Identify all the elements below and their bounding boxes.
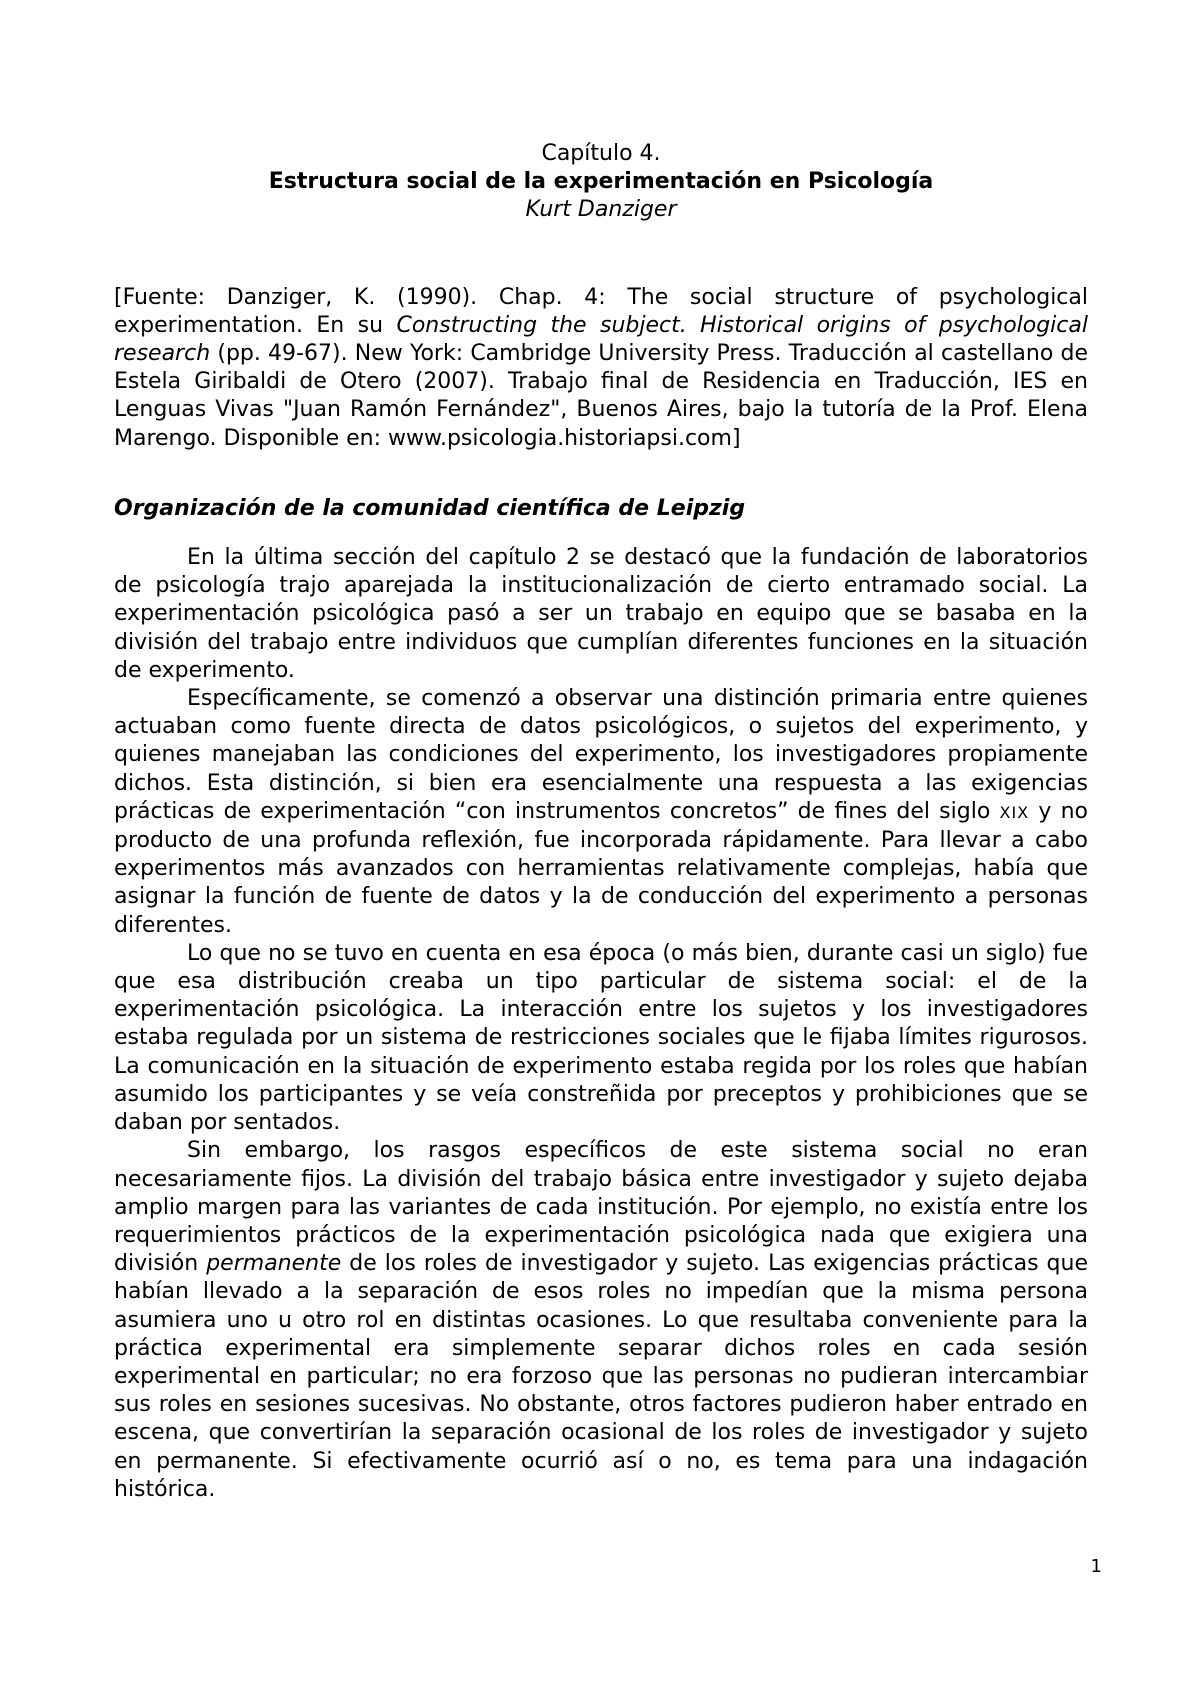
chapter-title: Estructura social de la experimentación en Psicología (268, 169, 934, 195)
source-citation (114, 284, 1088, 453)
book-title: Constructing the subject. Historical origins of psychological research (114, 312, 1088, 367)
paragraph: En la última sección del capítulo 2 se destacó que la fundación de laboratorios de psicología trajo aparejada la institucionalización de cierto entramado social. La experimentación psicológica pasó a ser un trabajo en equipo que se basaba en la división del trabajo entre individuos que cumplían diferentes funciones en la situación de experimento. (114, 545, 1088, 683)
paragraph-text: Específicamente, se comenzó a observar una distinción primaria entre quienes actuaban como fuente directa de datos psicológicos, o sujetos del experimento, y quienes manejaban las condiciones del experimento, los investigadores propiamente dichos. Esta distinción, si bien era esencialmente una respuesta a las exigencias prácticas de experimentación “con instrumentos concretos” de fines del siglo (114, 686, 1088, 824)
paragraph (114, 1137, 1088, 1504)
source-prefix: [Fuente: Danziger, K. (1990). Chap. 4: The social structure of psychological experimentation. En su (114, 284, 1088, 338)
section-heading: Organización de la comunidad científica de Leipzig (114, 495, 746, 521)
century-numeral: XIX (999, 802, 1030, 822)
emphasis-text: permanente (206, 1251, 342, 1277)
document-page (114, 140, 1088, 1504)
chapter-label: Capítulo 4. (541, 141, 661, 166)
paragraph (114, 685, 1088, 940)
page-number: 1 (1090, 1556, 1102, 1577)
body-text (114, 544, 1088, 1504)
author-name: Kurt Danziger (525, 197, 677, 223)
paragraph-text: y no producto de una profunda reflexión, fue incorporada rápidamente. Para llevar a cabo experimentos más avanzados con herramientas relativamente complejas, había que asignar la función de fuente de datos y la de conducción del experimento a personas diferentes. (114, 798, 1088, 938)
paragraph: Lo que no se tuvo en cuenta en esa época (o más bien, durante casi un siglo) fue que esa distribución creaba un tipo particular de sistema social: el de la experimentación psicológica. La interacción entre los sujetos y los investigadores estaba regulada por un sistema de restricciones sociales que le fijaba límites rigurosos. La comunicación en la situación de experimento estaba regida por los roles que habían asumido los participantes y se veía constreñida por preceptos y prohibiciones que se daban por sentados. (114, 940, 1088, 1136)
paragraph-text: Sin embargo, los rasgos específicos de este sistema social no eran necesariamente fijos. La división del trabajo básica entre investigador y sujeto dejaba amplio margen para las variantes de cada institución. Por ejemplo, no existía entre los requerimientos prácticos de la experimentación psicológica nada que exigiera una división (114, 1138, 1088, 1277)
paragraph-text: de los roles de investigador y sujeto. Las exigencias prácticas que habían llevado a la separación de esos roles no impedían que la misma persona asumiera uno u otro rol en distintas ocasiones. Lo que resultaba conveniente para la práctica experimental era simplemente separar dichos roles en cada sesión experimental en particular; no era forzoso que las personas no pudieran intercambiar sus roles en sesiones sucesivas. No obstante, otros factores pudieron haber entrado en escena, que convertirían la separación ocasional de los roles de investigador y sujeto en permanente. Si efectivamente ocurrió así o no, es tema para una indagación histórica. (114, 1251, 1089, 1502)
source-suffix: (pp. 49-67). New York: Cambridge University Press. Traducción al castellano de Estela Giribaldi de Otero (2007). Trabajo final de Residencia en Traducción, IES en Lenguas Vivas "Juan Ramón Fernández", Buenos Aires, bajo la tutoría de la Prof. Elena Marengo. Disponible en: www.psicologia.historiapsi.com] (114, 341, 1088, 451)
chapter-header (114, 140, 1088, 225)
